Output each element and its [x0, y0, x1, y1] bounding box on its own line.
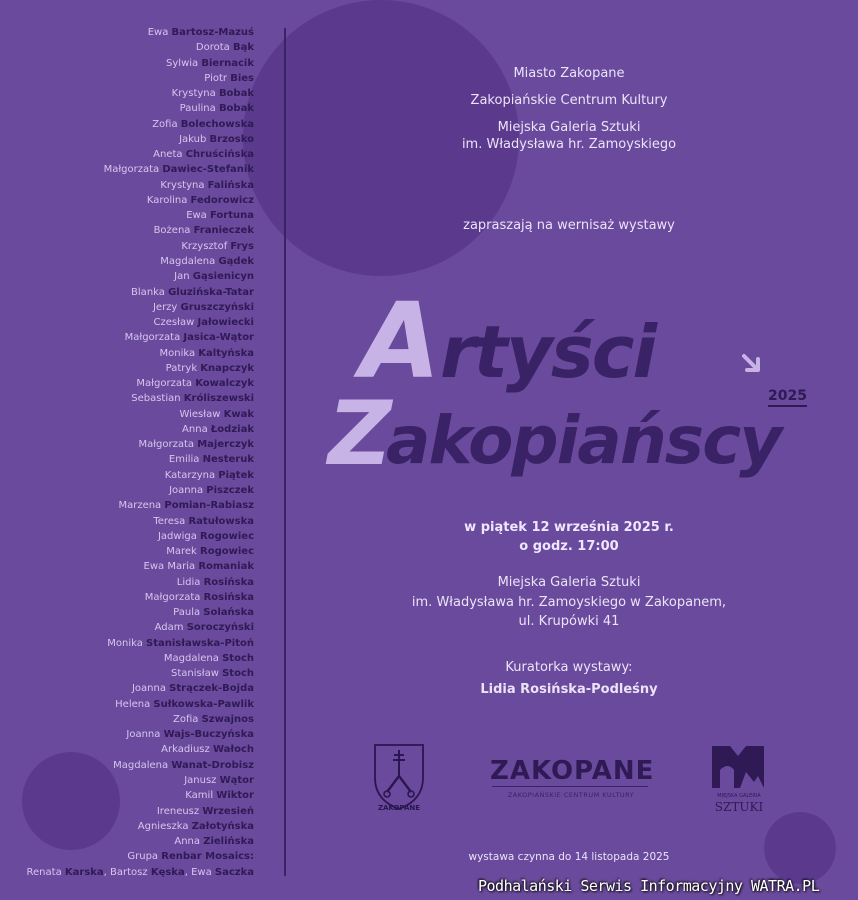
- curator-label: Kuratorka wystawy:: [505, 660, 633, 675]
- artist-first-name: Ewa: [147, 27, 169, 38]
- artist-name: [27, 498, 254, 513]
- member-last-name: Kęska: [150, 866, 185, 878]
- artist-first-name: Jakub: [179, 133, 207, 145]
- artist-name: [27, 407, 254, 422]
- artist-name: [27, 437, 254, 452]
- artist-last-name: Wajs-Buczyńska: [163, 729, 254, 741]
- artist-first-name: Krzysztof: [181, 240, 228, 252]
- crest-label: ZAKOPANE: [377, 804, 421, 812]
- artist-last-name: Rogowiec: [200, 530, 254, 542]
- artist-last-name: Wiktor: [216, 790, 254, 802]
- artist-first-name: Ewa: [186, 210, 207, 222]
- artist-last-name: Chruścińska: [185, 149, 254, 161]
- artist-name: [27, 40, 254, 55]
- artist-name: [27, 742, 254, 757]
- artist-first-name: Czesław: [153, 317, 195, 329]
- artist-last-name: Gądek: [218, 255, 254, 267]
- vertical-divider: [284, 28, 286, 876]
- artist-last-name: Strączek-Bojda: [169, 683, 254, 695]
- artist-first-name: Emilia: [168, 454, 200, 466]
- artist-first-name: Karolina: [146, 194, 188, 206]
- artist-name: [27, 101, 254, 116]
- organizer-culture-center: Zakopiańskie Centrum Kultury: [470, 93, 668, 108]
- artist-first-name: Joanna: [169, 484, 204, 496]
- zakopane-logo: ZAKOPANE: [490, 756, 655, 786]
- artist-name: [27, 300, 254, 315]
- artist-first-name: Grupa: [127, 851, 159, 863]
- artist-name: [27, 514, 254, 529]
- artist-name: [27, 269, 254, 284]
- event-time: o godz. 17:00: [519, 539, 619, 554]
- venue-line2: im. Władysława hr. Zamoyskiego w Zakopanem,: [411, 594, 727, 610]
- artist-first-name: Marek: [166, 546, 197, 558]
- title-word-2: akopiańscy: [386, 402, 781, 479]
- artist-name: [27, 376, 254, 391]
- artist-first-name: Magdalena: [113, 759, 169, 771]
- artist-first-name: Piotr: [204, 72, 228, 84]
- venue-address: [280, 573, 858, 632]
- organizer-gallery: [280, 119, 858, 153]
- artist-name: [27, 147, 254, 162]
- watermark: Podhalański Serwis Informacyjny WATRA.PL: [478, 877, 820, 895]
- artist-first-name: Joanna: [126, 729, 161, 741]
- gallery-logo-text: SZTUKI: [714, 800, 764, 814]
- artist-name: [27, 636, 254, 651]
- artist-name: [27, 346, 254, 361]
- artist-name: [27, 697, 254, 712]
- arrow-down-right-icon: [738, 350, 768, 380]
- artist-name: [27, 468, 254, 483]
- artist-last-name: Pomian-Rabiasz: [164, 500, 254, 512]
- artist-first-name: Zofia: [173, 713, 199, 725]
- artist-first-name: Małgorzata: [136, 378, 193, 390]
- artist-name: [27, 529, 254, 544]
- artist-first-name: Monika: [107, 637, 143, 649]
- artist-name: [27, 605, 254, 620]
- artist-name: [27, 223, 254, 238]
- artist-first-name: Marzena: [118, 500, 162, 512]
- artist-last-name: Stoch: [222, 668, 254, 680]
- artist-first-name: Monika: [159, 347, 196, 359]
- artist-last-name: Frys: [230, 240, 254, 252]
- title-word-1: rtyści: [440, 310, 656, 394]
- artist-first-name: Kamil: [185, 790, 214, 802]
- artist-last-name: Szwajnos: [201, 713, 254, 725]
- artist-last-name: Franieczek: [193, 225, 254, 237]
- artist-last-name: Jasica-Wątor: [183, 332, 254, 344]
- artist-first-name: Krystyna: [160, 179, 205, 191]
- artist-name: [27, 590, 254, 605]
- artist-last-name: Gluzińska-Tatar: [168, 286, 254, 298]
- artist-first-name: Ireneusz: [156, 805, 200, 817]
- artist-first-name: Sylwia: [166, 57, 199, 69]
- artist-last-name: Króliszewski: [183, 393, 254, 405]
- artist-first-name: Aneta: [153, 149, 183, 161]
- artist-last-name: Piszczek: [206, 484, 254, 496]
- artist-name: [27, 56, 254, 71]
- artist-name: [27, 544, 254, 559]
- artist-last-name: Bolechowska: [180, 118, 254, 130]
- artist-name: [27, 178, 254, 193]
- artist-first-name: Paula: [173, 607, 201, 619]
- artist-first-name: Stanisław: [171, 668, 219, 680]
- artist-first-name: Jadwiga: [157, 530, 197, 542]
- artist-first-name: Sebastian: [131, 393, 181, 405]
- artist-last-name: Bies: [230, 72, 254, 84]
- artist-first-name: Teresa: [153, 515, 186, 527]
- zakopane-crest-icon: [372, 742, 426, 812]
- artist-last-name: Gruszczyński: [180, 301, 254, 313]
- artist-name: [27, 559, 254, 574]
- artist-last-name: Bartosz-Mazuś: [171, 27, 254, 38]
- artist-first-name: Małgorzata: [144, 591, 201, 603]
- artist-last-name: Kowalczyk: [195, 378, 254, 390]
- artist-first-name: Adam: [154, 622, 184, 634]
- artist-name: [27, 620, 254, 635]
- artist-first-name: Wiesław: [179, 408, 221, 420]
- artist-last-name: Zielińska: [203, 836, 254, 848]
- artist-name: [27, 239, 254, 254]
- artist-first-name: Zofia: [152, 118, 178, 130]
- zakopane-logo-rule: [492, 786, 648, 787]
- artist-name: [27, 71, 254, 86]
- artist-last-name: Fortuna: [210, 210, 254, 222]
- artist-name: [27, 285, 254, 300]
- event-date-line1: w piątek 12 września 2025 r.: [464, 520, 674, 535]
- artist-first-name: Anna: [182, 423, 208, 435]
- zakopane-logo-subtitle: ZAKOPIAŃSKIE CENTRUM KULTURY: [507, 791, 635, 799]
- artist-name: [27, 25, 254, 40]
- artist-first-name: Bożena: [153, 225, 191, 237]
- organizer-city: Miasto Zakopane: [513, 66, 625, 81]
- artist-name: [27, 666, 254, 681]
- artist-last-name: Biernacik: [201, 57, 254, 69]
- venue-line3: ul. Krupówki 41: [518, 614, 620, 629]
- artist-name: [27, 330, 254, 345]
- artist-name: [27, 819, 254, 834]
- artist-last-name: Renbar Mosaics:: [161, 851, 254, 863]
- title-letter-z: Z: [328, 382, 390, 485]
- curator-name: Lidia Rosińska-Podleśny: [480, 682, 658, 697]
- artist-first-name: Ewa Maria: [143, 561, 196, 573]
- decorative-circle-right: [764, 812, 836, 884]
- artist-list: [27, 25, 254, 880]
- artist-last-name: Falińska: [207, 179, 254, 191]
- artist-first-name: Jan: [174, 271, 190, 283]
- member-last-name: Karska: [64, 866, 104, 878]
- artist-first-name: Katarzyna: [164, 469, 216, 481]
- artist-last-name: Majerczyk: [197, 439, 254, 451]
- event-date: [280, 518, 858, 556]
- artist-first-name: Małgorzata: [124, 332, 181, 344]
- artist-name: [27, 834, 254, 849]
- artist-first-name: Arkadiusz: [161, 744, 210, 756]
- gallery-logo-small-text: MIEJSKA GALERIA: [717, 793, 761, 799]
- artist-last-name: Soroczyński: [186, 622, 254, 634]
- artist-last-name: Stoch: [222, 652, 254, 664]
- artist-last-name: Bobak: [218, 88, 254, 100]
- artist-name: [27, 758, 254, 773]
- artist-last-name: Ratułowska: [188, 515, 254, 527]
- artist-last-name: Wrzesień: [202, 805, 254, 817]
- artist-name: [27, 804, 254, 819]
- artist-name: [27, 315, 254, 330]
- artist-first-name: Joanna: [131, 683, 166, 695]
- artist-first-name: Paulina: [179, 103, 216, 115]
- artist-last-name: Solańska: [203, 607, 254, 619]
- artist-name: [27, 117, 254, 132]
- artist-first-name: Jerzy: [152, 301, 178, 313]
- artist-first-name: Janusz: [184, 775, 217, 787]
- artist-last-name: Rogowiec: [200, 546, 254, 558]
- artist-last-name: Łodziak: [210, 423, 254, 435]
- artist-last-name: Wątor: [219, 775, 254, 787]
- artist-name: [27, 651, 254, 666]
- artist-last-name: Kaltyńska: [198, 347, 254, 359]
- artist-last-name: Kwak: [223, 408, 254, 420]
- artist-name: [27, 788, 254, 803]
- artist-last-name: Wałoch: [212, 744, 254, 756]
- artist-name: [27, 712, 254, 727]
- artist-first-name: Dorota: [195, 42, 230, 54]
- artist-first-name: Anna: [174, 836, 201, 848]
- organizer-gallery-line1: Miejska Galeria Sztuki: [497, 120, 641, 135]
- member-last-name: Saczka: [214, 866, 254, 878]
- venue-line1: Miejska Galeria Sztuki: [497, 575, 641, 590]
- artist-name: [27, 208, 254, 223]
- gallery-logo-icon: [710, 742, 766, 792]
- artist-last-name: Bobak: [218, 103, 254, 115]
- organizer-gallery-line2: im. Władysława hr. Zamoyskiego: [461, 137, 677, 152]
- artist-first-name: Blanka: [131, 286, 165, 298]
- artist-name: [27, 86, 254, 101]
- title-year: 2025: [768, 388, 807, 407]
- artist-name: [27, 575, 254, 590]
- artist-last-name: Fedorowicz: [190, 194, 254, 206]
- title-letter-a: A: [360, 280, 439, 402]
- artist-first-name: Patryk: [165, 362, 198, 374]
- artist-name: [27, 727, 254, 742]
- artist-last-name: Stanisławska-Pitoń: [146, 637, 254, 649]
- artist-last-name: Wanat-Drobisz: [171, 759, 254, 771]
- artist-first-name: Helena: [115, 698, 151, 710]
- artist-name: [27, 483, 254, 498]
- artist-last-name: Sułkowska-Pawlik: [153, 698, 254, 710]
- artist-first-name: Krystyna: [171, 88, 216, 100]
- artist-last-name: Brzosko: [209, 133, 254, 145]
- renbar-members: Renata Karska, Bartosz Kęska, Ewa Saczka: [26, 866, 254, 878]
- artist-name: [27, 391, 254, 406]
- artist-last-name: Bąk: [232, 42, 254, 54]
- artist-last-name: Romaniak: [198, 561, 254, 573]
- artist-last-name: Knapczyk: [200, 362, 254, 374]
- artist-first-name: Małgorzata: [103, 164, 160, 176]
- artist-name: [27, 849, 254, 864]
- artist-name: [27, 132, 254, 147]
- artist-last-name: Dawiec-Stefanik: [162, 164, 254, 176]
- artist-last-name: Rosińska: [203, 576, 254, 588]
- member-first-name: Renata: [26, 866, 62, 878]
- artist-name: [27, 681, 254, 696]
- invite-text: zapraszają na wernisaż wystawy: [463, 218, 675, 233]
- artist-name: [27, 254, 254, 269]
- artist-first-name: Małgorzata: [138, 439, 195, 451]
- artist-last-name: Gąsienicyn: [192, 271, 254, 283]
- artist-last-name: Załotyńska: [191, 820, 254, 832]
- artist-name: [27, 361, 254, 376]
- exhibition-open-until: wystawa czynna do 14 listopada 2025: [468, 851, 670, 863]
- member-first-name: Ewa: [191, 866, 212, 878]
- artist-name: [27, 422, 254, 437]
- member-first-name: Bartosz: [110, 866, 148, 878]
- artist-name: [27, 773, 254, 788]
- artist-last-name: Rosińska: [203, 591, 254, 603]
- artist-name: [27, 162, 254, 177]
- artist-first-name: Agnieszka: [137, 820, 189, 832]
- artist-first-name: Lidia: [176, 576, 201, 588]
- artist-last-name: Jałowiecki: [197, 317, 254, 329]
- artist-last-name: Nesteruk: [202, 454, 254, 466]
- artist-first-name: Magdalena: [163, 652, 219, 664]
- artist-name: [27, 193, 254, 208]
- artist-first-name: Magdalena: [160, 255, 216, 267]
- artist-name: [27, 452, 254, 467]
- artist-last-name: Piątek: [218, 469, 254, 481]
